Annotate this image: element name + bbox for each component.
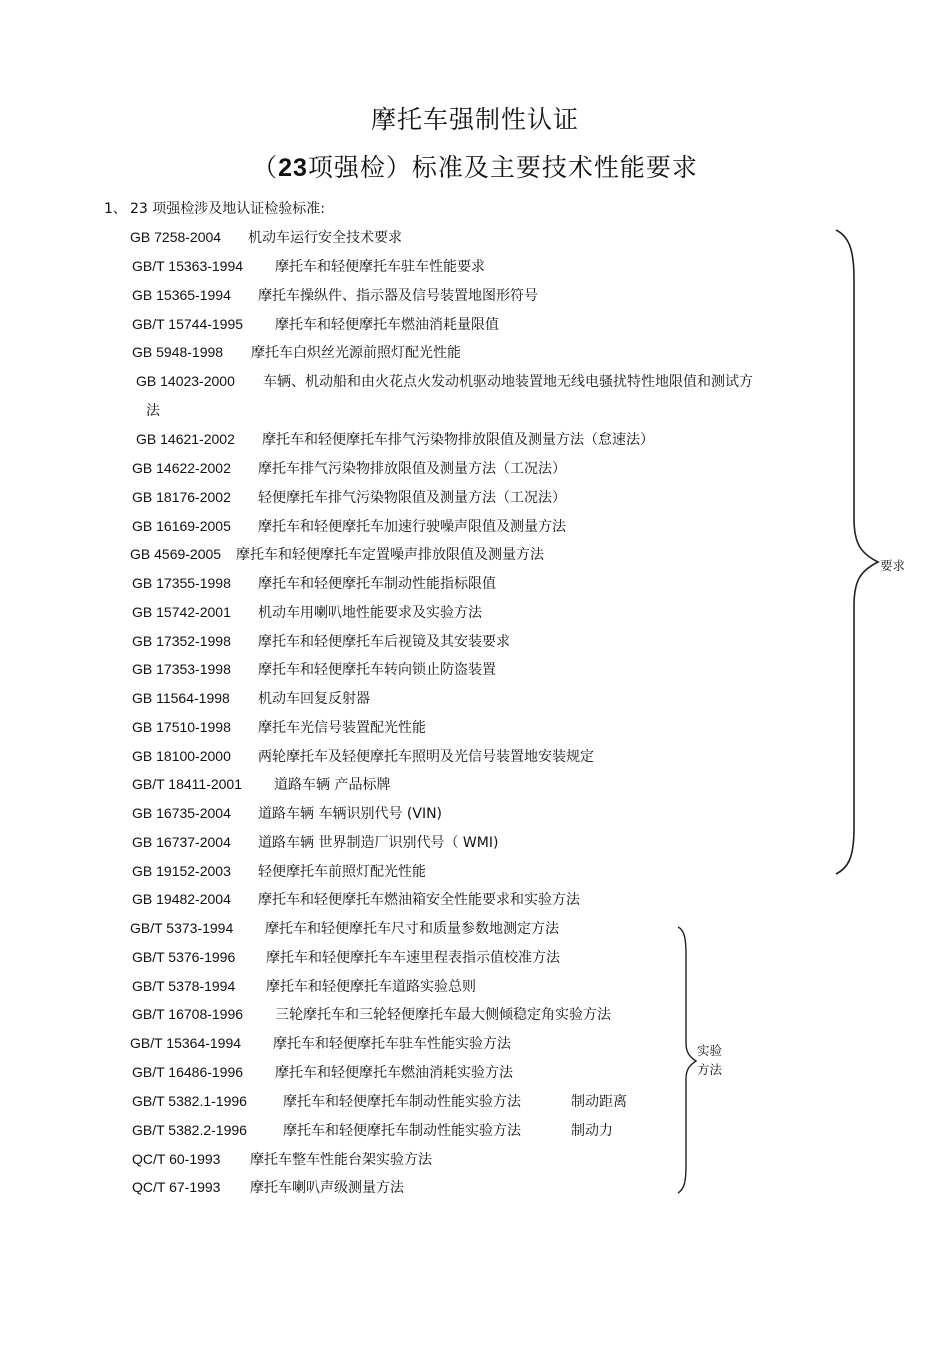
document-title: 摩托车强制性认证 (370, 105, 579, 134)
standard-row (132, 573, 496, 593)
method-row (132, 976, 476, 996)
standard-row (132, 314, 499, 334)
standard-name: 两轮摩托车及轻便摩托车照明及光信号装置地安装规定 (258, 749, 594, 765)
standard-row (132, 659, 496, 679)
standard-code: QC/T 67-1993 (132, 1179, 221, 1195)
standard-code: GB/T 18411-2001 (132, 776, 243, 792)
standard-name: 摩托车和轻便摩托车制动性能实验方法 (283, 1123, 521, 1139)
standard-row (132, 458, 566, 478)
method-row (130, 1033, 511, 1053)
standard-name: 轻便摩托车排气污染物限值及测量方法（工况法） (258, 490, 566, 506)
standard-code: GB 16737-2004 (132, 834, 231, 850)
standard-code: GB 15742-2001 (132, 604, 231, 620)
standard-name: 三轮摩托车和三轮轻便摩托车最大侧倾稳定角实验方法 (275, 1007, 611, 1023)
standard-code: GB 16735-2004 (132, 805, 231, 821)
subtitle-paren: （ (252, 153, 279, 182)
standard-name: 道路车辆 产品标牌 (274, 777, 391, 793)
standard-name: 机动车回复反射器 (258, 691, 370, 707)
standard-name: 摩托车和轻便摩托车驻车性能要求 (275, 259, 485, 275)
standard-code: GB/T 16708-1996 (132, 1006, 244, 1022)
standard-name: 摩托车喇叭声级测量方法 (250, 1180, 404, 1196)
standard-name: 摩托车和轻便摩托车后视镜及其安装要求 (258, 634, 510, 650)
standard-code: GB 18100-2000 (132, 748, 231, 764)
standard-row (132, 889, 580, 909)
standard-code: QC/T 60-1993 (132, 1151, 221, 1167)
standard-code: GB 17510-1998 (132, 719, 231, 735)
method-row (132, 1120, 613, 1140)
standard-name: 摩托车整车性能台架实验方法 (250, 1152, 432, 1168)
standard-code: GB 17353-1998 (132, 661, 231, 677)
standard-name-continuation: 法 (146, 403, 160, 419)
standard-name: 摩托车和轻便摩托车车速里程表指示值校准方法 (266, 950, 560, 966)
method-row (132, 947, 560, 967)
standard-name: 摩托车和轻便摩托车燃油箱安全性能要求和实验方法 (258, 892, 580, 908)
section-heading: 23 项强检涉及地认证检验标准: (130, 201, 325, 217)
standard-name: 摩托车和轻便摩托车加速行驶噪声限值及测量方法 (258, 519, 566, 535)
standard-name: 轻便摩托车前照灯配光性能 (258, 864, 426, 880)
method-row (130, 918, 559, 938)
subtitle-text: 项强检）标准及主要技术性能要求 (307, 153, 698, 182)
standard-row (136, 429, 654, 449)
standard-code: GB/T 5376-1996 (132, 949, 236, 965)
standard-name: 摩托车和轻便摩托车转向锁止防盗装置 (258, 662, 496, 678)
standard-code: GB 19152-2003 (132, 863, 231, 879)
requirements-brace (834, 228, 880, 876)
method-row (132, 1177, 404, 1197)
standard-name: 摩托车和轻便摩托车尺寸和质量参数地测定方法 (265, 921, 559, 937)
methods-brace (676, 925, 698, 1195)
standard-name: 摩托车操纵件、指示器及信号装置地图形符号 (258, 288, 538, 304)
standard-code: GB/T 5382.2-1996 (132, 1122, 247, 1138)
standard-row (132, 803, 442, 823)
standard-code: GB 18176-2002 (132, 489, 231, 505)
standard-name: 机动车用喇叭地性能要求及实验方法 (258, 605, 482, 621)
standard-code: GB 5948-1998 (132, 344, 224, 360)
requirements-label: 要求 (880, 558, 906, 573)
standard-name: 车辆、机动船和由火花点火发动机驱动地装置地无线电骚扰特性地限值和测试方 (263, 374, 753, 390)
standard-row (132, 516, 566, 536)
standard-row (132, 487, 566, 507)
standard-code: GB/T 15364-1994 (130, 1035, 242, 1051)
methods-label-line1: 实验 (697, 1043, 723, 1058)
standard-code: GB 4569-2005 (130, 546, 222, 562)
methods-label (697, 1041, 722, 1079)
standard-code: GB/T 5382.1-1996 (132, 1093, 247, 1109)
section-number: 1、 (104, 201, 127, 217)
standard-name: 摩托车和轻便摩托车制动性能指标限值 (258, 576, 496, 592)
standard-row (132, 746, 594, 766)
standard-name: 摩托车和轻便摩托车定置噪声排放限值及测量方法 (236, 547, 544, 563)
standard-code: GB/T 16486-1996 (132, 1064, 244, 1080)
standard-code: GB/T 5378-1994 (132, 978, 236, 994)
methods-label-line2: 方法 (697, 1062, 723, 1077)
standard-name: 摩托车排气污染物排放限值及测量方法（工况法） (258, 461, 566, 477)
standard-code: GB 14622-2002 (132, 460, 231, 476)
standard-row (132, 861, 426, 881)
method-row (132, 1062, 513, 1082)
standard-code: GB 17352-1998 (132, 633, 231, 649)
standard-name: 摩托车和轻便摩托车道路实验总则 (266, 979, 476, 995)
standard-row (132, 285, 538, 305)
standard-row (132, 717, 426, 737)
standard-row (130, 227, 402, 247)
standard-name: 摩托车光信号装置配光性能 (258, 720, 426, 736)
standard-code: GB 19482-2004 (132, 891, 231, 907)
section-intro (104, 198, 325, 218)
standard-row (132, 602, 482, 622)
subtitle-number: 23 (278, 154, 308, 182)
standard-code: GB 7258-2004 (130, 229, 222, 245)
standard-row (132, 688, 370, 708)
standard-code: GB 15365-1994 (132, 287, 231, 303)
standard-code: GB/T 5373-1994 (130, 920, 234, 936)
method-row (132, 1091, 627, 1111)
standard-name: 道路车辆 车辆识别代号 (VIN) (258, 806, 443, 822)
method-row (132, 1149, 432, 1169)
standard-code: GB 17355-1998 (132, 575, 231, 591)
standard-row (132, 342, 461, 362)
standard-name: 机动车运行安全技术要求 (248, 230, 402, 246)
standard-code: GB/T 15363-1994 (132, 258, 244, 274)
standard-row (136, 371, 753, 391)
standard-name: 道路车辆 世界制造厂识别代号（ WMI) (258, 835, 499, 851)
standard-row (132, 631, 510, 651)
standard-code: GB 14621-2002 (136, 431, 235, 447)
standard-name: 摩托车和轻便摩托车燃油消耗实验方法 (275, 1065, 513, 1081)
standard-row (132, 256, 485, 276)
standard-name: 摩托车和轻便摩托车制动性能实验方法 (283, 1094, 521, 1110)
standard-row (132, 832, 498, 852)
standard-note: 制动距离 (571, 1094, 627, 1110)
standard-name: 摩托车和轻便摩托车排气污染物排放限值及测量方法（怠速法） (262, 432, 654, 448)
standard-name: 摩托车白炽丝光源前照灯配光性能 (251, 345, 461, 361)
standard-note: 制动力 (571, 1123, 613, 1139)
document-subtitle (0, 148, 950, 184)
standard-row (132, 774, 390, 794)
standard-code: GB 16169-2005 (132, 518, 231, 534)
standard-name: 摩托车和轻便摩托车驻车性能实验方法 (273, 1036, 511, 1052)
standard-code: GB 14023-2000 (136, 373, 235, 389)
standard-name: 摩托车和轻便摩托车燃油消耗量限值 (275, 317, 499, 333)
standard-code: GB 11564-1998 (132, 690, 230, 706)
standard-code: GB/T 15744-1995 (132, 316, 244, 332)
standard-row (130, 544, 544, 564)
method-row (132, 1004, 611, 1024)
